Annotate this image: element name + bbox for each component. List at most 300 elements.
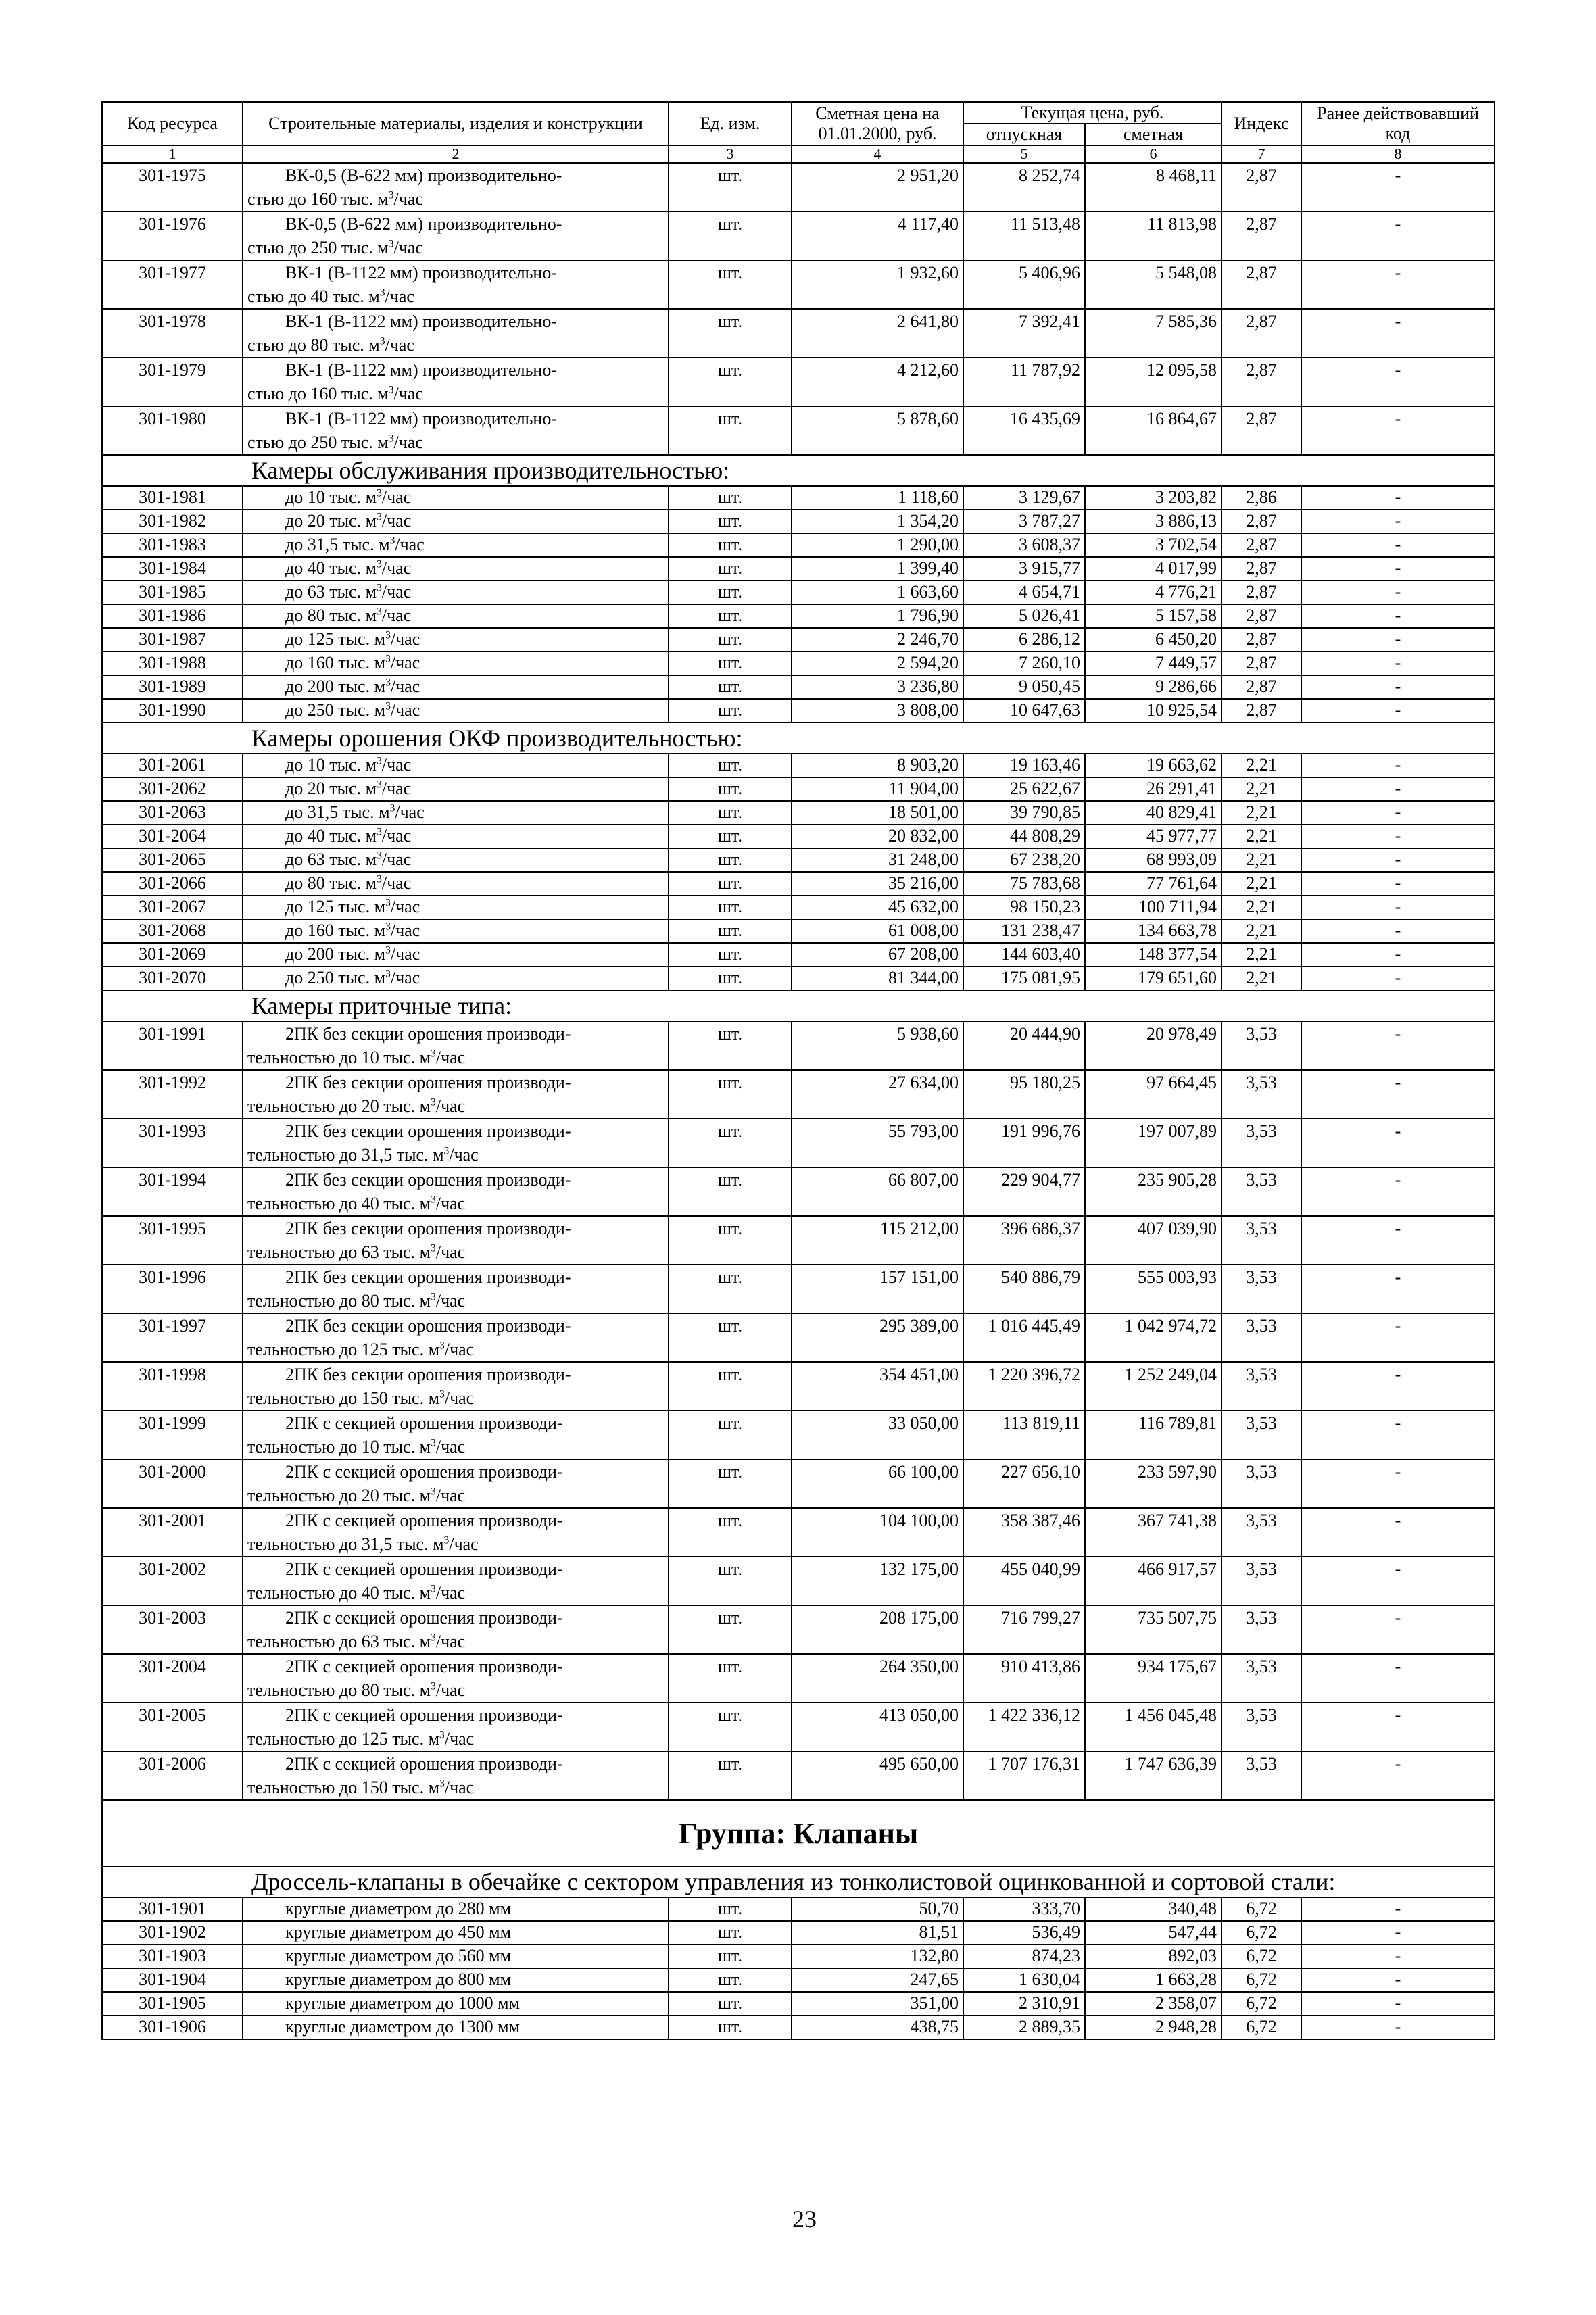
prev-code-cell: -	[1301, 358, 1495, 406]
release-price-cell: 6 286,12	[963, 628, 1085, 652]
index-cell: 6,72	[1222, 1897, 1301, 1921]
resource-name-line-2: стью до 250 тыс. $м^3$/час	[247, 238, 423, 258]
header-release: отпускная	[963, 124, 1085, 145]
unit-cell: шт.	[669, 754, 792, 777]
base-price-cell: 4 212,60	[792, 358, 963, 406]
unit-cell: шт.	[669, 1167, 792, 1216]
index-cell: 6,72	[1222, 1992, 1301, 2016]
prev-code-cell: -	[1301, 652, 1495, 675]
unit-cell: шт.	[669, 1992, 792, 2016]
release-price-cell: 3 787,27	[963, 510, 1085, 533]
estimate-price-cell: 134 663,78	[1085, 919, 1222, 943]
release-price-cell: 144 603,40	[963, 943, 1085, 967]
release-price-cell: 1 707 176,31	[963, 1751, 1085, 1800]
col-number: 1	[102, 145, 243, 163]
resource-code: 301-2069	[102, 943, 243, 967]
header-unit: Ед. изм.	[669, 102, 792, 145]
table-row	[102, 1265, 1495, 1313]
release-price-cell: 1 220 396,72	[963, 1362, 1085, 1411]
base-price-cell: 2 641,80	[792, 309, 963, 358]
resource-name	[243, 1362, 669, 1411]
resource-name-line-2: тельностью до 80 тыс. $м^3$/час	[247, 1291, 466, 1311]
col-number: 6	[1085, 145, 1222, 163]
estimate-price-cell: 148 377,54	[1085, 943, 1222, 967]
index-cell: 3,53	[1222, 1411, 1301, 1459]
estimate-price-cell: 1 042 974,72	[1085, 1313, 1222, 1362]
resource-name	[243, 652, 669, 675]
unit-cell: шт.	[669, 1751, 792, 1800]
table-row	[102, 2016, 1495, 2039]
base-price-cell: 208 175,00	[792, 1605, 963, 1654]
header-estimate: сметная	[1085, 124, 1222, 145]
resource-code: 301-1977	[102, 260, 243, 309]
base-price-cell: 35 216,00	[792, 872, 963, 896]
prev-code-cell: -	[1301, 510, 1495, 533]
prev-code-cell: -	[1301, 754, 1495, 777]
resource-name-line-2: тельностью до 80 тыс. $м^3$/час	[247, 1680, 466, 1700]
table-row	[102, 801, 1495, 825]
table-row	[102, 358, 1495, 406]
resource-name	[243, 1751, 669, 1800]
release-price-cell: 95 180,25	[963, 1070, 1085, 1119]
header-code: Код ресурса	[102, 102, 243, 145]
index-cell: 2,87	[1222, 260, 1301, 309]
table-row	[102, 533, 1495, 557]
resource-name-line-1: до 80 тыс. $м^3$/час	[285, 606, 412, 625]
resource-name-line-2: стью до 160 тыс. $м^3$/час	[247, 384, 423, 404]
unit-cell: шт.	[669, 675, 792, 699]
header-prev-code: Ранее действовавший код	[1301, 102, 1495, 145]
resource-name-line-1: ВК-0,5 (В-622 мм) производительно-	[285, 166, 562, 185]
table-row	[102, 1968, 1495, 1992]
estimate-price-cell: 233 597,90	[1085, 1459, 1222, 1508]
prev-code-cell: -	[1301, 1021, 1495, 1070]
prev-code-cell: -	[1301, 1459, 1495, 1508]
estimate-price-cell: 235 905,28	[1085, 1167, 1222, 1216]
unit-cell: шт.	[669, 510, 792, 533]
estimate-price-cell: 11 813,98	[1085, 212, 1222, 260]
col-number: 3	[669, 145, 792, 163]
table-row	[102, 1362, 1495, 1411]
release-price-cell: 540 886,79	[963, 1265, 1085, 1313]
index-cell: 3,53	[1222, 1557, 1301, 1605]
resource-name-line-2: стью до 160 тыс. $м^3$/час	[247, 189, 423, 209]
resource-code: 301-1978	[102, 309, 243, 358]
release-price-cell: 8 252,74	[963, 163, 1085, 212]
unit-cell: шт.	[669, 486, 792, 510]
prev-code-cell: -	[1301, 1557, 1495, 1605]
resource-name	[243, 260, 669, 309]
table-header	[102, 102, 1495, 163]
resource-code: 301-2066	[102, 872, 243, 896]
base-price-cell: 2 594,20	[792, 652, 963, 675]
unit-cell: шт.	[669, 919, 792, 943]
release-price-cell: 227 656,10	[963, 1459, 1085, 1508]
base-price-cell: 18 501,00	[792, 801, 963, 825]
resource-name	[243, 212, 669, 260]
resource-name-line-1: 2ПК без секции орошения производи-	[285, 1267, 571, 1287]
resource-name	[243, 406, 669, 455]
table-row	[102, 1992, 1495, 2016]
resource-name-line-1: 2ПК без секции орошения производи-	[285, 1121, 571, 1141]
price-table	[101, 101, 1495, 2040]
unit-cell: шт.	[669, 309, 792, 358]
release-price-cell: 396 686,37	[963, 1216, 1085, 1265]
table-row	[102, 754, 1495, 777]
resource-code: 301-2061	[102, 754, 243, 777]
prev-code-cell: -	[1301, 406, 1495, 455]
base-price-cell: 247,65	[792, 1968, 963, 1992]
estimate-price-cell: 26 291,41	[1085, 777, 1222, 801]
index-cell: 2,87	[1222, 510, 1301, 533]
prev-code-cell: -	[1301, 1897, 1495, 1921]
index-cell: 2,87	[1222, 358, 1301, 406]
resource-name-line-2: тельностью до 20 тыс. $м^3$/час	[247, 1096, 466, 1116]
resource-code: 301-1981	[102, 486, 243, 510]
index-cell: 3,53	[1222, 1021, 1301, 1070]
resource-name-line-1: круглые диаметром до 1300 мм	[285, 2017, 521, 2037]
release-price-cell: 11 513,48	[963, 212, 1085, 260]
estimate-price-cell: 1 252 249,04	[1085, 1362, 1222, 1411]
resource-name-line-1: ВК-1 (В-1122 мм) производительно-	[285, 312, 557, 331]
prev-code-cell: -	[1301, 1216, 1495, 1265]
estimate-price-cell: 340,48	[1085, 1897, 1222, 1921]
resource-code: 301-1903	[102, 1945, 243, 1968]
estimate-price-cell: 19 663,62	[1085, 754, 1222, 777]
header-current-price: Текущая цена, руб.	[963, 102, 1222, 124]
estimate-price-cell: 5 548,08	[1085, 260, 1222, 309]
index-cell: 3,53	[1222, 1605, 1301, 1654]
unit-cell: шт.	[669, 212, 792, 260]
resource-code: 301-1982	[102, 510, 243, 533]
estimate-price-cell: 3 203,82	[1085, 486, 1222, 510]
resource-name-line-1: круглые диаметром до 560 мм	[285, 1946, 512, 1966]
unit-cell: шт.	[669, 801, 792, 825]
index-cell: 2,21	[1222, 825, 1301, 848]
page-number: 23	[792, 2206, 817, 2233]
unit-cell: шт.	[669, 825, 792, 848]
resource-name-line-1: 2ПК с секцией орошения производи-	[285, 1754, 563, 1774]
release-price-cell: 4 654,71	[963, 581, 1085, 604]
resource-name-line-1: 2ПК без секции орошения производи-	[285, 1073, 571, 1092]
release-price-cell: 5 406,96	[963, 260, 1085, 309]
resource-code: 301-1988	[102, 652, 243, 675]
estimate-price-cell: 179 651,60	[1085, 967, 1222, 990]
index-cell: 3,53	[1222, 1751, 1301, 1800]
prev-code-cell: -	[1301, 1703, 1495, 1751]
resource-name-line-1: круглые диаметром до 800 мм	[285, 1970, 512, 1989]
resource-code: 301-1905	[102, 1992, 243, 2016]
release-price-cell: 2 889,35	[963, 2016, 1085, 2039]
unit-cell: шт.	[669, 1557, 792, 1605]
base-price-cell: 157 151,00	[792, 1265, 963, 1313]
resource-code: 301-1975	[102, 163, 243, 212]
resource-name	[243, 628, 669, 652]
table-row	[102, 1313, 1495, 1362]
index-cell: 3,53	[1222, 1508, 1301, 1557]
resource-name	[243, 777, 669, 801]
resource-name-line-1: 2ПК с секцией орошения производи-	[285, 1462, 563, 1482]
resource-name	[243, 163, 669, 212]
estimate-price-cell: 7 585,36	[1085, 309, 1222, 358]
resource-code: 301-1979	[102, 358, 243, 406]
resource-name-line-2: тельностью до 150 тыс. $м^3$/час	[247, 1388, 475, 1408]
resource-name	[243, 754, 669, 777]
resource-code: 301-2065	[102, 848, 243, 872]
estimate-price-cell: 8 468,11	[1085, 163, 1222, 212]
resource-name-line-1: ВК-0,5 (В-622 мм) производительно-	[285, 214, 562, 234]
release-price-cell: 191 996,76	[963, 1119, 1085, 1167]
table-row	[102, 1021, 1495, 1070]
index-cell: 2,87	[1222, 628, 1301, 652]
unit-cell: шт.	[669, 967, 792, 990]
table-row	[102, 628, 1495, 652]
unit-cell: шт.	[669, 943, 792, 967]
resource-code: 301-2062	[102, 777, 243, 801]
resource-name	[243, 309, 669, 358]
prev-code-cell: -	[1301, 1313, 1495, 1362]
resource-name	[243, 510, 669, 533]
table-row	[102, 1411, 1495, 1459]
release-price-cell: 44 808,29	[963, 825, 1085, 848]
table-row	[102, 1216, 1495, 1265]
release-price-cell: 1 630,04	[963, 1968, 1085, 1992]
base-price-cell: 295 389,00	[792, 1313, 963, 1362]
resource-name-line-2: тельностью до 31,5 тыс. $м^3$/час	[247, 1534, 479, 1554]
resource-name	[243, 1557, 669, 1605]
release-price-cell: 358 387,46	[963, 1508, 1085, 1557]
base-price-cell: 1 399,40	[792, 557, 963, 581]
estimate-price-cell: 407 039,90	[1085, 1216, 1222, 1265]
resource-name-line-1: 2ПК без секции орошения производи-	[285, 1316, 571, 1336]
prev-code-cell: -	[1301, 1411, 1495, 1459]
table-row	[102, 1167, 1495, 1216]
resource-code: 301-1999	[102, 1411, 243, 1459]
prev-code-cell: -	[1301, 825, 1495, 848]
resource-name-line-2: тельностью до 31,5 тыс. $м^3$/час	[247, 1145, 479, 1165]
index-cell: 3,53	[1222, 1167, 1301, 1216]
estimate-price-cell: 555 003,93	[1085, 1265, 1222, 1313]
resource-code: 301-1906	[102, 2016, 243, 2039]
resource-name	[243, 1703, 669, 1751]
resource-name-line-1: 2ПК без секции орошения производи-	[285, 1219, 571, 1238]
section-title: Камеры приточные типа:	[102, 990, 1495, 1021]
resource-name-line-1: 2ПК с секцией орошения производи-	[285, 1608, 563, 1628]
table-row	[102, 1119, 1495, 1167]
resource-name-line-1: до 40 тыс. $м^3$/час	[285, 558, 412, 578]
table-row	[102, 675, 1495, 699]
col-number: 8	[1301, 145, 1495, 163]
resource-name	[243, 675, 669, 699]
resource-name	[243, 1968, 669, 1992]
resource-name	[243, 1945, 669, 1968]
unit-cell: шт.	[669, 1216, 792, 1265]
table-row	[102, 309, 1495, 358]
table-row	[102, 406, 1495, 455]
prev-code-cell: -	[1301, 1654, 1495, 1703]
resource-name-line-2: тельностью до 10 тыс. $м^3$/час	[247, 1048, 466, 1067]
resource-name	[243, 1605, 669, 1654]
prev-code-cell: -	[1301, 943, 1495, 967]
index-cell: 2,21	[1222, 754, 1301, 777]
release-price-cell: 910 413,86	[963, 1654, 1085, 1703]
base-price-cell: 1 118,60	[792, 486, 963, 510]
resource-code: 301-1976	[102, 212, 243, 260]
estimate-price-cell: 4 017,99	[1085, 557, 1222, 581]
table-row	[102, 967, 1495, 990]
estimate-price-cell: 197 007,89	[1085, 1119, 1222, 1167]
resource-name-line-2: стью до 250 тыс. $м^3$/час	[247, 433, 423, 452]
table-row	[102, 699, 1495, 723]
col-number: 5	[963, 145, 1085, 163]
section-title-row	[102, 723, 1495, 754]
resource-name-line-1: до 250 тыс. $м^3$/час	[285, 700, 420, 720]
base-price-cell: 438,75	[792, 2016, 963, 2039]
base-price-cell: 55 793,00	[792, 1119, 963, 1167]
resource-name-line-1: 2ПК без секции орошения производи-	[285, 1170, 571, 1190]
prev-code-cell: -	[1301, 604, 1495, 628]
unit-cell: шт.	[669, 896, 792, 919]
resource-name-line-1: 2ПК без секции орошения производи-	[285, 1024, 571, 1044]
resource-name-line-2: тельностью до 40 тыс. $м^3$/час	[247, 1583, 466, 1603]
prev-code-cell: -	[1301, 1362, 1495, 1411]
index-cell: 2,87	[1222, 699, 1301, 723]
header-index: Индекс	[1222, 102, 1301, 145]
unit-cell: шт.	[669, 1605, 792, 1654]
estimate-price-cell: 466 917,57	[1085, 1557, 1222, 1605]
table-row	[102, 848, 1495, 872]
prev-code-cell: -	[1301, 967, 1495, 990]
resource-name	[243, 919, 669, 943]
base-price-cell: 20 832,00	[792, 825, 963, 848]
estimate-price-cell: 4 776,21	[1085, 581, 1222, 604]
base-price-cell: 50,70	[792, 1897, 963, 1921]
release-price-cell: 67 238,20	[963, 848, 1085, 872]
base-price-cell: 5 878,60	[792, 406, 963, 455]
group-subtitle-row	[102, 1866, 1495, 1897]
unit-cell: шт.	[669, 652, 792, 675]
unit-cell: шт.	[669, 1897, 792, 1921]
unit-cell: шт.	[669, 163, 792, 212]
table-row	[102, 510, 1495, 533]
release-price-cell: 98 150,23	[963, 896, 1085, 919]
resource-name-line-1: до 125 тыс. $м^3$/час	[285, 897, 420, 917]
resource-name-line-1: до 250 тыс. $м^3$/час	[285, 968, 420, 988]
unit-cell: шт.	[669, 358, 792, 406]
unit-cell: шт.	[669, 557, 792, 581]
unit-cell: шт.	[669, 1070, 792, 1119]
release-price-cell: 16 435,69	[963, 406, 1085, 455]
resource-code: 301-2001	[102, 1508, 243, 1557]
resource-code: 301-1987	[102, 628, 243, 652]
resource-code: 301-1986	[102, 604, 243, 628]
resource-code: 301-1902	[102, 1921, 243, 1945]
index-cell: 2,87	[1222, 652, 1301, 675]
table-row	[102, 1945, 1495, 1968]
index-cell: 2,21	[1222, 967, 1301, 990]
release-price-cell: 333,70	[963, 1897, 1085, 1921]
resource-code: 301-2067	[102, 896, 243, 919]
table-row	[102, 1459, 1495, 1508]
unit-cell: шт.	[669, 872, 792, 896]
table-row	[102, 1605, 1495, 1654]
resource-code: 301-2004	[102, 1654, 243, 1703]
resource-name-line-2: тельностью до 125 тыс. $м^3$/час	[247, 1729, 475, 1749]
base-price-cell: 1 663,60	[792, 581, 963, 604]
resource-code: 301-1993	[102, 1119, 243, 1167]
base-price-cell: 67 208,00	[792, 943, 963, 967]
prev-code-cell: -	[1301, 2016, 1495, 2039]
prev-code-cell: -	[1301, 486, 1495, 510]
prev-code-cell: -	[1301, 777, 1495, 801]
header-name: Строительные материалы, изделия и конструкции	[243, 102, 669, 145]
resource-name	[243, 872, 669, 896]
resource-name	[243, 699, 669, 723]
resource-code: 301-1994	[102, 1167, 243, 1216]
section-title-row	[102, 990, 1495, 1021]
estimate-price-cell: 2 358,07	[1085, 1992, 1222, 2016]
index-cell: 2,87	[1222, 163, 1301, 212]
release-price-cell: 2 310,91	[963, 1992, 1085, 2016]
resource-code: 301-1984	[102, 557, 243, 581]
unit-cell: шт.	[669, 1703, 792, 1751]
estimate-price-cell: 735 507,75	[1085, 1605, 1222, 1654]
index-cell: 2,21	[1222, 872, 1301, 896]
base-price-cell: 1 932,60	[792, 260, 963, 309]
release-price-cell: 1 016 445,49	[963, 1313, 1085, 1362]
index-cell: 2,21	[1222, 943, 1301, 967]
unit-cell: шт.	[669, 848, 792, 872]
prev-code-cell: -	[1301, 1265, 1495, 1313]
prev-code-cell: -	[1301, 1605, 1495, 1654]
resource-code: 301-1904	[102, 1968, 243, 1992]
resource-name	[243, 1654, 669, 1703]
resource-name-line-2: тельностью до 150 тыс. $м^3$/час	[247, 1778, 475, 1797]
prev-code-cell: -	[1301, 628, 1495, 652]
estimate-price-cell: 6 450,20	[1085, 628, 1222, 652]
group-title: Группа: Клапаны	[102, 1800, 1495, 1866]
table-row	[102, 163, 1495, 212]
resource-name	[243, 557, 669, 581]
table-row	[102, 604, 1495, 628]
table-row	[102, 919, 1495, 943]
index-cell: 2,87	[1222, 675, 1301, 699]
unit-cell: шт.	[669, 1119, 792, 1167]
resource-name	[243, 486, 669, 510]
index-cell: 2,87	[1222, 581, 1301, 604]
table-row	[102, 557, 1495, 581]
resource-name-line-2: тельностью до 10 тыс. $м^3$/час	[247, 1437, 466, 1457]
base-price-cell: 354 451,00	[792, 1362, 963, 1411]
release-price-cell: 229 904,77	[963, 1167, 1085, 1216]
resource-name	[243, 1021, 669, 1070]
resource-name-line-1: 2ПК с секцией орошения производи-	[285, 1705, 563, 1725]
estimate-price-cell: 68 993,09	[1085, 848, 1222, 872]
resource-code: 301-2064	[102, 825, 243, 848]
prev-code-cell: -	[1301, 1968, 1495, 1992]
index-cell: 3,53	[1222, 1459, 1301, 1508]
estimate-price-cell: 892,03	[1085, 1945, 1222, 1968]
unit-cell: шт.	[669, 1265, 792, 1313]
index-cell: 2,87	[1222, 212, 1301, 260]
base-price-cell: 27 634,00	[792, 1070, 963, 1119]
table-body	[102, 163, 1495, 2039]
prev-code-cell: -	[1301, 1921, 1495, 1945]
estimate-price-cell: 367 741,38	[1085, 1508, 1222, 1557]
estimate-price-cell: 1 663,28	[1085, 1968, 1222, 1992]
unit-cell: шт.	[669, 1921, 792, 1945]
base-price-cell: 33 050,00	[792, 1411, 963, 1459]
